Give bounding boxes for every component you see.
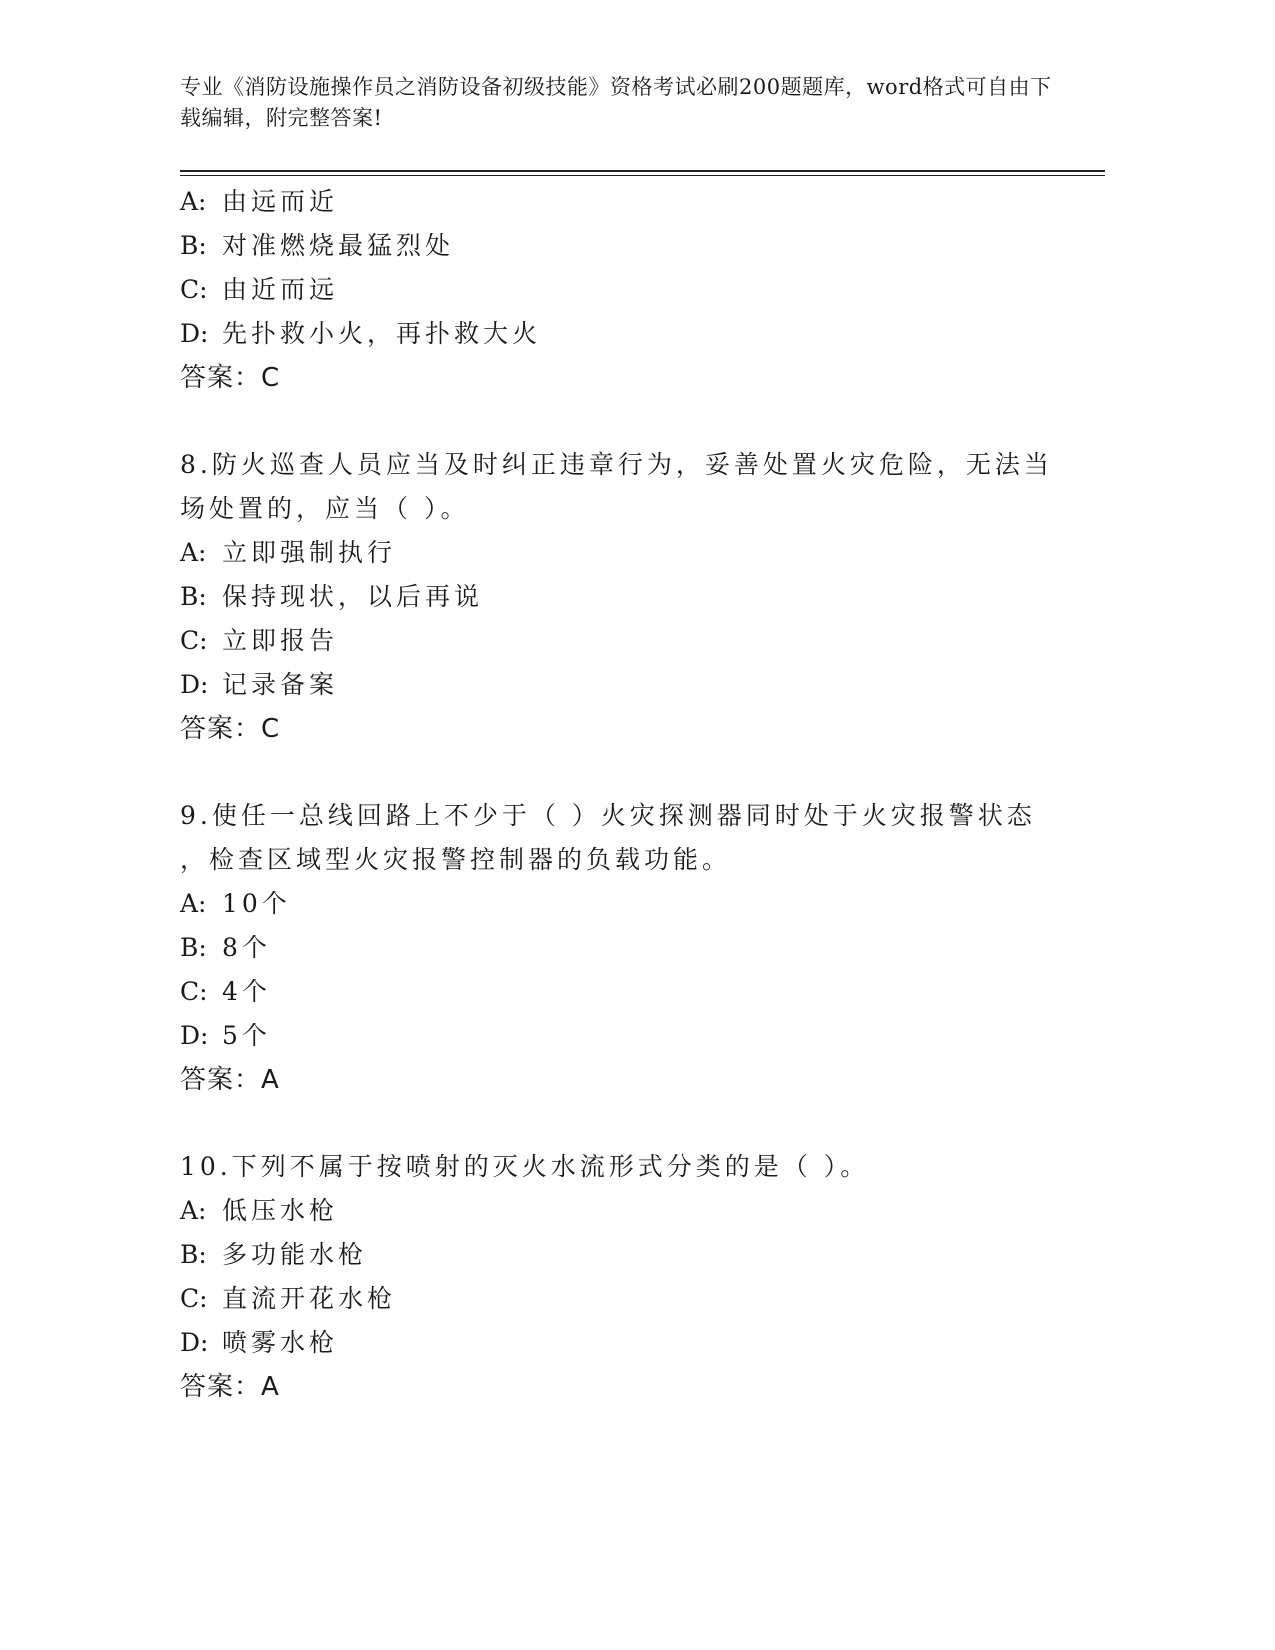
question-spacer [180, 751, 1040, 794]
header-divider-thin [180, 175, 1105, 176]
option-text: 4个 [222, 977, 271, 1006]
answer-key: 答案：C [180, 363, 281, 393]
option-key: D: [180, 1021, 209, 1050]
answer-option [180, 312, 1040, 356]
answer-option [180, 1233, 1040, 1277]
answer-option [180, 1014, 1040, 1058]
question-stem-line: 10.下列不属于按喷射的灭火水流形式分类的是（ ）。 [180, 1152, 870, 1181]
option-text: 直流开花水枪 [222, 1284, 397, 1313]
option-text: 8个 [222, 933, 271, 962]
question-stem-line: 9.使任一总线回路上不少于（ ）火灾探测器同时处于火灾报警状态 [180, 801, 1036, 830]
option-text: 先扑救小火，再扑救大火 [222, 319, 542, 348]
option-key: A: [180, 1196, 207, 1225]
answer-option [180, 882, 1040, 926]
option-key: C: [180, 626, 208, 655]
answer-option [180, 970, 1040, 1014]
answer-key: 答案：A [180, 1065, 280, 1095]
question-stem-line: ，检查区域型火灾报警控制器的负载功能。 [180, 845, 732, 874]
option-key: D: [180, 319, 209, 348]
question-spacer [180, 400, 1040, 443]
answer-option [180, 663, 1040, 707]
answer-option [180, 575, 1040, 619]
option-key: B: [180, 231, 207, 260]
option-text: 低压水枪 [222, 1196, 339, 1225]
question-block [180, 443, 1053, 751]
option-text: 由近而远 [222, 275, 339, 304]
question-block [180, 794, 1040, 1102]
option-key: D: [180, 1328, 209, 1357]
answer-option [180, 180, 1040, 224]
question-stem-line: 8.防火巡查人员应当及时纠正违章行为，妥善处置火灾危险，无法当 [180, 450, 1053, 479]
option-key: C: [180, 1284, 208, 1313]
option-key: B: [180, 582, 207, 611]
option-key: A: [180, 889, 207, 918]
answer-option [180, 1189, 1040, 1233]
option-key: C: [180, 275, 208, 304]
answer-key: 答案：C [180, 714, 281, 744]
question-stem-line: 场处置的，应当（ ）。 [180, 494, 470, 523]
option-text: 多功能水枪 [222, 1240, 368, 1269]
question-block [180, 180, 1040, 400]
option-key: A: [180, 538, 207, 567]
option-text: 保持现状，以后再说 [222, 582, 484, 611]
option-key: D: [180, 670, 209, 699]
question-block [180, 1145, 1040, 1409]
option-text: 对准燃烧最猛烈处 [222, 231, 455, 260]
header-divider-thick [180, 170, 1105, 172]
answer-option [180, 1321, 1040, 1365]
option-text: 10个 [222, 889, 291, 918]
answer-option [180, 268, 1040, 312]
answer-option [180, 531, 1040, 575]
option-text: 立即报告 [222, 626, 339, 655]
option-key: B: [180, 933, 207, 962]
answer-option [180, 1277, 1040, 1321]
question-spacer [180, 1102, 1040, 1145]
option-key: B: [180, 1240, 207, 1269]
answer-option [180, 619, 1040, 663]
answer-option [180, 926, 1040, 970]
option-text: 5个 [222, 1021, 271, 1050]
answer-option [180, 224, 1040, 268]
document-header-title: 专业《消防设施操作员之消防设备初级技能》资格考试必刷200题题库，word格式可自由下载编辑，附完整答案! [180, 75, 1052, 130]
option-key: A: [180, 187, 207, 216]
option-key: C: [180, 977, 208, 1006]
option-text: 记录备案 [222, 670, 339, 699]
answer-key: 答案：A [180, 1372, 280, 1402]
question-list [180, 180, 1053, 1409]
option-text: 喷雾水枪 [222, 1328, 339, 1357]
option-text: 立即强制执行 [222, 538, 397, 567]
option-text: 由远而近 [222, 187, 339, 216]
